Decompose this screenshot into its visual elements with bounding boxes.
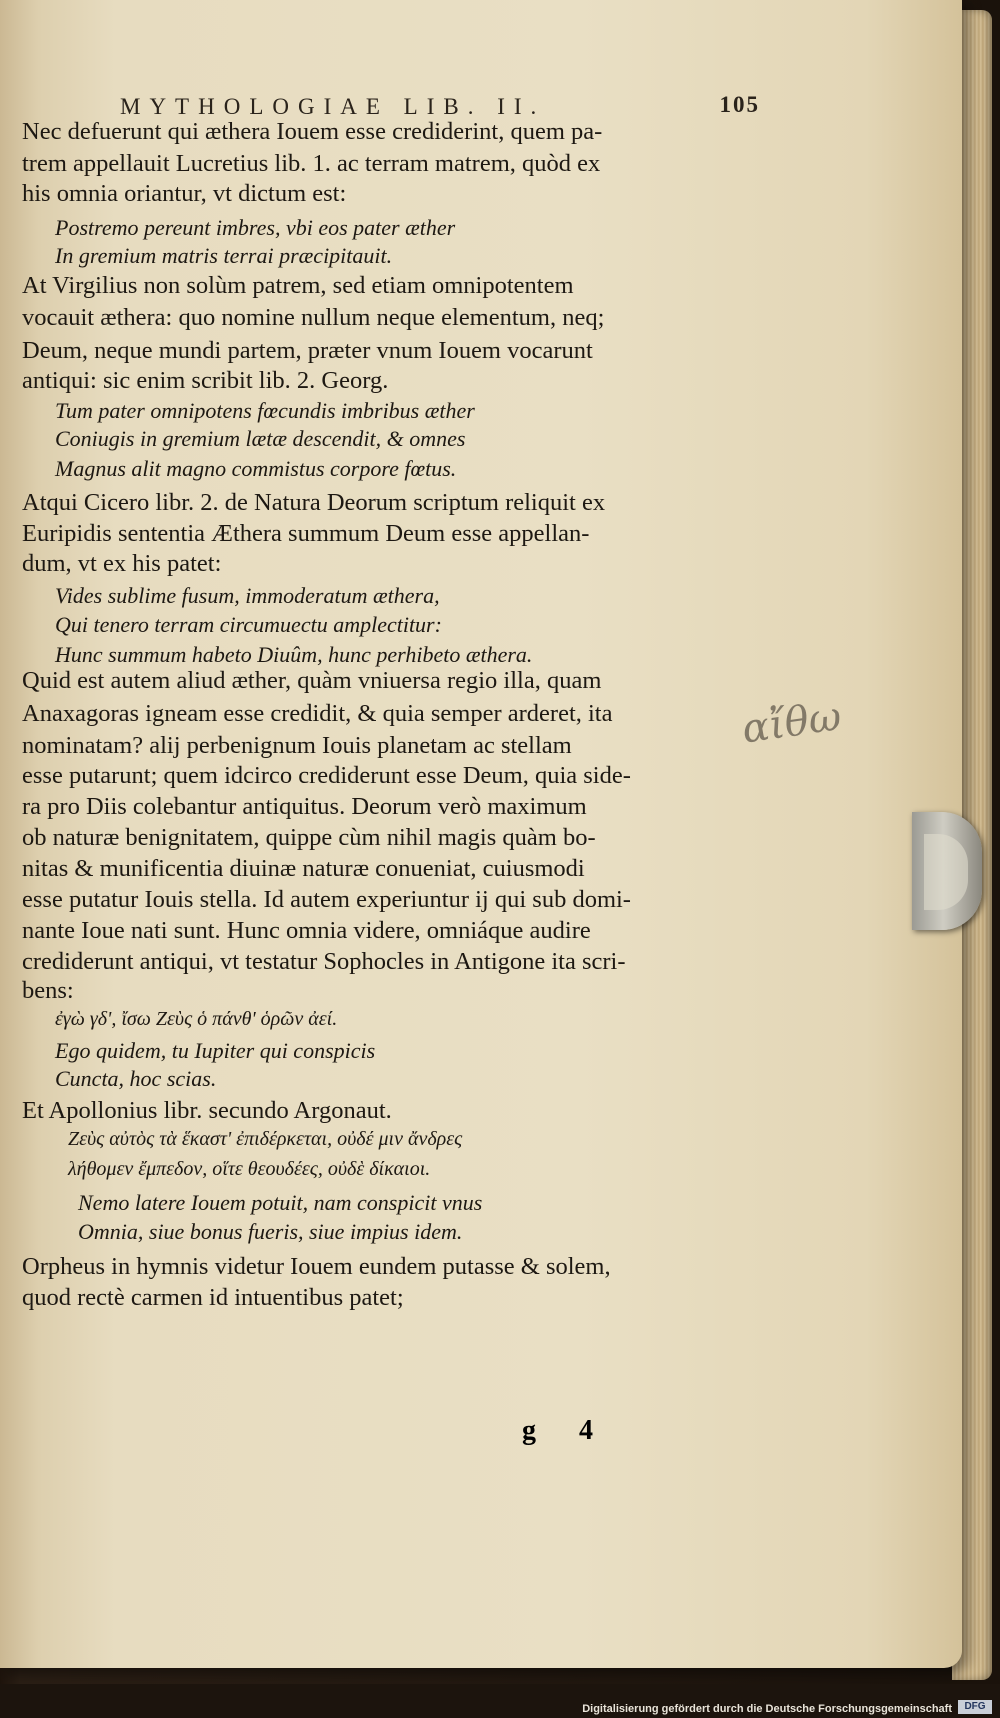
dfg-logo-icon: DFG (958, 1700, 992, 1714)
signature-mark: g 4 (522, 1415, 611, 1446)
text-line: Deum, neque mundi partem, præter vnum Iouem vocarunt (22, 337, 593, 364)
text-line: nitas & munificentia diuinæ naturæ conueniat, cuiusmodi (22, 855, 585, 882)
verse-line: Nemo latere Iouem potuit, nam conspicit vnus (78, 1190, 483, 1215)
text-line: crediderunt antiqui, vt testatur Sophocles in Antigone ita scri- (22, 948, 626, 975)
text-line: nante Ioue nati sunt. Hunc omnia videre, omniáque audire (22, 917, 591, 944)
text-line: ra pro Diis colebantur antiquitus. Deorum verò maximum (22, 793, 587, 820)
text-line: esse putatur Iouis stella. Id autem experiuntur ij qui sub domi- (22, 886, 631, 913)
text-line: antiqui: sic enim scribit lib. 2. Georg. (22, 367, 389, 394)
text-line: Nec defuerunt qui æthera Iouem esse crediderint, quem pa- (22, 118, 603, 145)
greek-verse-line: Ζεὺς αὐτὸς τὰ ἕκαστ' ἐπιδέρκεται, οὐδέ μιν ἄνδρες (68, 1128, 463, 1150)
text-line: bens: (22, 977, 74, 1004)
clasp-highlight (924, 834, 968, 910)
text-line: Anaxagoras igneam esse credidit, & quia semper arderet, ita (22, 700, 613, 727)
verse-line: Hunc summum habeto Diuûm, hunc perhibeto æthera. (55, 642, 533, 667)
text-line: Et Apollonius libr. secundo Argonaut. (22, 1097, 392, 1124)
handwritten-marginal-note: αἴθω (739, 693, 845, 753)
greek-verse-line: λήθομεν ἔμπεδον, οἵτε θεουδέες, οὐδὲ δίκαιοι. (68, 1158, 431, 1180)
text-line: dum, vt ex his patet: (22, 550, 222, 577)
running-title: MYTHOLOGIAE LIB. II. (120, 94, 546, 119)
text-line: his omnia oriantur, vt dictum est: (22, 180, 347, 207)
verse-line: In gremium matris terrai præcipitauit. (55, 243, 393, 268)
verse-line: Vides sublime fusum, immoderatum æthera, (55, 583, 440, 608)
text-line: Atqui Cicero libr. 2. de Natura Deorum scriptum reliquit ex (22, 489, 606, 516)
verse-line: Omnia, siue bonus fueris, siue impius idem. (78, 1219, 463, 1244)
text-line: trem appellauit Lucretius lib. 1. ac terram matrem, quòd ex (22, 150, 601, 177)
verse-line: Magnus alit magno commistus corpore fœtus. (55, 456, 457, 481)
text-line: nominatam? alij perbenignum Iouis planetam ac stellam (22, 732, 572, 759)
text-line: Orpheus in hymnis videtur Iouem eundem putasse & solem, (22, 1253, 611, 1280)
text-line: vocauit æthera: quo nomine nullum neque elementum, neq; (22, 304, 605, 331)
verse-line: Tum pater omnipotens fœcundis imbribus æther (55, 398, 475, 423)
verse-line: Postremo pereunt imbres, vbi eos pater æther (55, 215, 456, 240)
verse-line: Qui tenero terram circumuectu amplectitur: (55, 612, 442, 637)
text-line: quod rectè carmen id intuentibus patet; (22, 1284, 404, 1311)
verse-line: Coniugis in gremium lætæ descendit, & omnes (55, 426, 466, 451)
text-line: At Virgilius non solùm patrem, sed etiam omnipotentem (22, 272, 574, 299)
page-number: 105 (719, 92, 760, 117)
text-line: ob naturæ benignitatem, quippe cùm nihil magis quàm bo- (22, 824, 596, 851)
dfg-credit: Digitalisierung gefördert durch die Deutsche Forschungsgemeinschaft (582, 1703, 952, 1715)
text-line: esse putarunt; quem idcirco crediderunt esse Deum, quia side- (22, 762, 631, 789)
verse-line: Ego quidem, tu Iupiter qui conspicis (55, 1038, 376, 1063)
text-line: Euripidis sententia Æthera summum Deum esse appellan- (22, 520, 590, 547)
verse-line: Cuncta, hoc scias. (55, 1066, 217, 1091)
greek-verse-line: ἐγὼ γδ', ἴσω Ζεὺς ὁ πάνθ' ὁρῶν ἀεί. (55, 1008, 338, 1030)
text-line: Quid est autem aliud æther, quàm vniuersa regio illa, quam (22, 667, 602, 694)
